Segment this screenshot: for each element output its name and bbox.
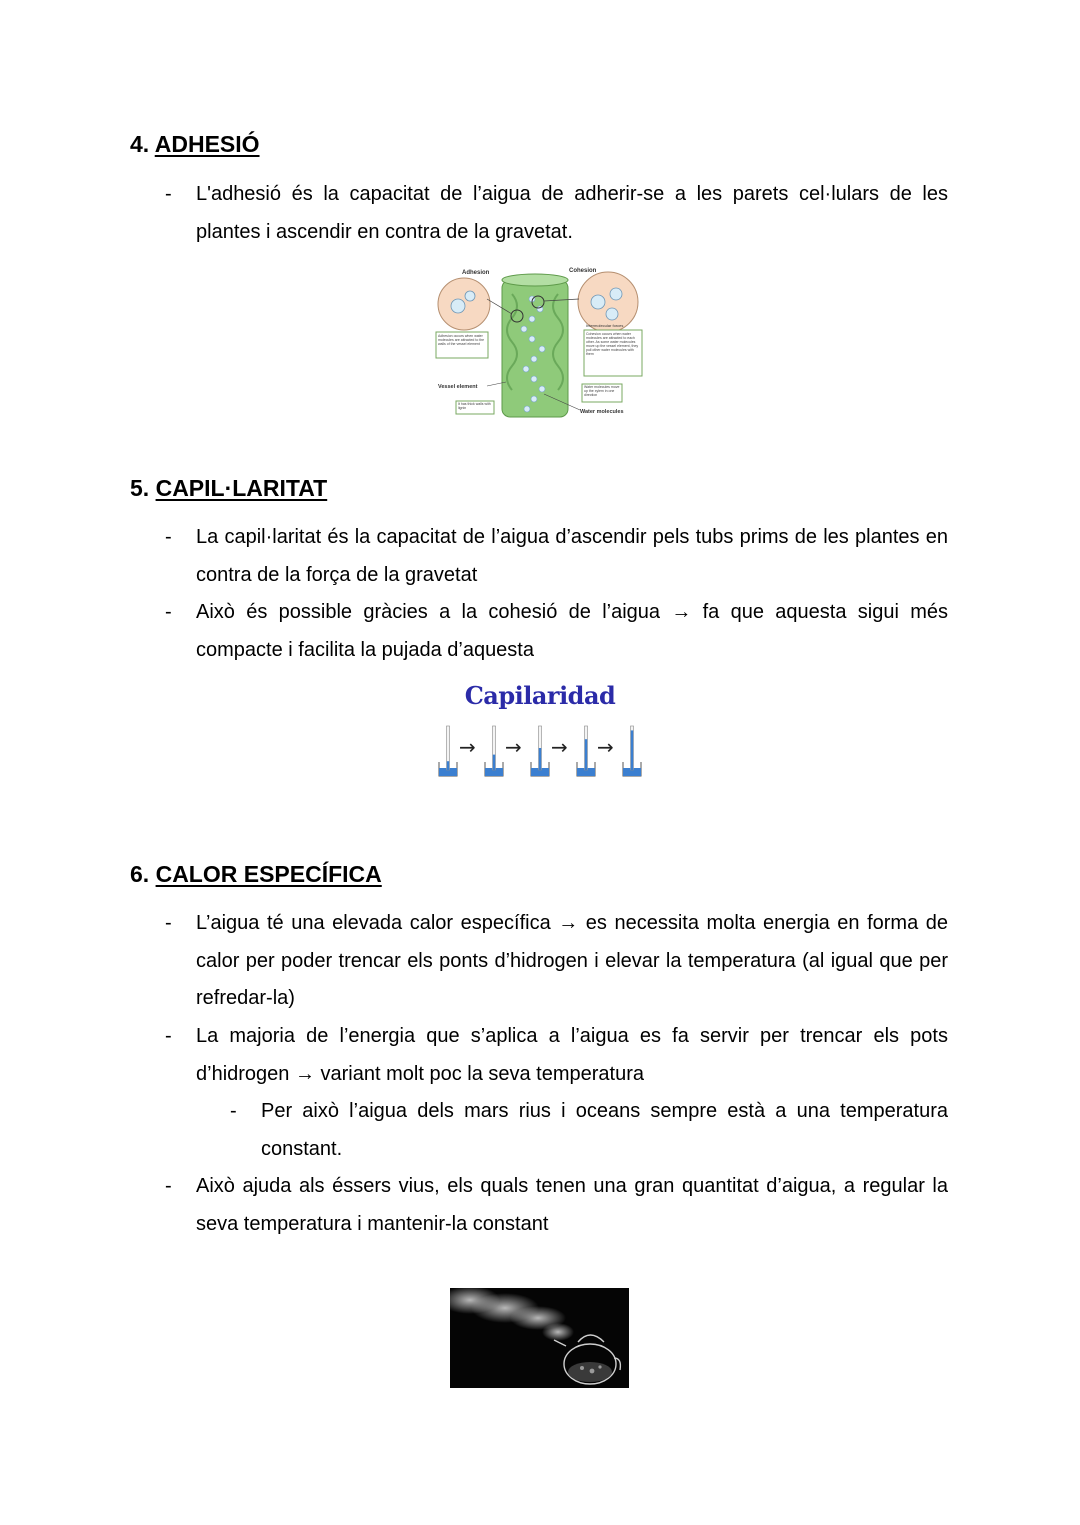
tube-water-column bbox=[539, 748, 541, 770]
bullet-text: L'adhesió és la capacitat de l’aigua de adherir-se a les parets cel·lulars de les plantes i ascendir en contra de la gravetat. bbox=[196, 183, 948, 243]
tube-water-column bbox=[493, 755, 495, 770]
arrow-icon: → bbox=[505, 735, 522, 759]
adhesion-note: Adhesion occurs when water molecules are attracted to the walls of the vessel element bbox=[438, 334, 485, 346]
section-title: ADHESIÓ bbox=[154, 131, 260, 157]
bullet-dash: - bbox=[165, 183, 172, 205]
section-title: CALOR ESPECÍFICA bbox=[155, 861, 382, 887]
adhesion-label: Adhesion bbox=[462, 270, 490, 276]
arrow-icon: → bbox=[459, 735, 476, 759]
section-number: 6. bbox=[130, 861, 150, 887]
bullet-dash: - bbox=[230, 1100, 237, 1122]
section-number: 4. bbox=[130, 131, 150, 157]
capillarity-diagram bbox=[436, 722, 646, 780]
bullet-text: Això ajuda als éssers vius, els quals tenen una gran quantitat d’aigua, a regular la seva temperatura i mantenir-la constant bbox=[196, 1175, 948, 1235]
section-title: CAPIL·LARITAT bbox=[155, 475, 328, 501]
kettle-photo bbox=[450, 1288, 629, 1388]
cohesion-label: Cohesion bbox=[569, 268, 597, 274]
section-heading-calor-especifica bbox=[130, 859, 382, 889]
bullet-text: L’aigua té una elevada calor específica → es necessita molta energia en forma de calor per poder trencar els ponts d’hidrogen i elevar la temperatura (al igual que per refredar-la) bbox=[196, 912, 948, 1009]
intermolecular-label: Intermolecular forces bbox=[586, 323, 624, 328]
bullet-item bbox=[165, 1018, 948, 1094]
tube-water-column bbox=[631, 730, 633, 770]
sub-bullet-item bbox=[230, 1093, 948, 1169]
bullet-dash: - bbox=[165, 1175, 172, 1197]
water-label: Water molecules bbox=[580, 409, 624, 415]
adhesion-cohesion-diagram bbox=[432, 264, 648, 420]
section-heading-adhesio bbox=[130, 129, 260, 159]
vessel-note: It has thick walls with lignin bbox=[458, 402, 491, 410]
bullet-item bbox=[165, 176, 948, 252]
vessel-label: Vessel element bbox=[438, 384, 478, 390]
bullet-item bbox=[165, 905, 948, 1019]
bullet-text: La majoria de l’energia que s’aplica a l’aigua es fa servir per trencar els pots d’hidrogen → variant molt poc la seva temperatura bbox=[196, 1025, 948, 1085]
bullet-item bbox=[165, 1168, 948, 1244]
bullet-text: Això és possible gràcies a la cohesió de l’aigua → fa que aquesta sigui més compacte i facilita la pujada d’aquesta bbox=[196, 601, 948, 661]
arrow-icon: → bbox=[551, 735, 568, 759]
arrow-icon: → bbox=[597, 735, 614, 759]
bullet-dash: - bbox=[165, 1025, 172, 1047]
section-heading-capillaritat bbox=[130, 473, 327, 503]
bullet-dash: - bbox=[165, 601, 172, 623]
bullet-dash: - bbox=[165, 526, 172, 548]
section-number: 5. bbox=[130, 475, 150, 501]
bullet-text: Per això l’aigua dels mars rius i oceans sempre està a una temperatura constant. bbox=[261, 1100, 948, 1160]
bullet-dash: - bbox=[165, 912, 172, 934]
capillarity-title: Capilaridad bbox=[464, 681, 616, 710]
vessel-top bbox=[502, 274, 568, 286]
cohesion-note: Cohesion occurs when water molecules are attracted to each other. As some water molecules move up the vessel element, they pull other water molecules with them bbox=[586, 332, 639, 356]
bullet-text: La capil·laritat és la capacitat de l’aigua d’ascendir pels tubs prims de les plantes en contra de la força de la gravetat bbox=[196, 526, 948, 586]
flow-note: Water molecules move up the xylem in one direction bbox=[584, 385, 620, 397]
bullet-item bbox=[165, 594, 948, 670]
tube-water-column bbox=[585, 739, 587, 770]
tube-water-column bbox=[447, 761, 449, 770]
bullet-item bbox=[165, 519, 948, 595]
